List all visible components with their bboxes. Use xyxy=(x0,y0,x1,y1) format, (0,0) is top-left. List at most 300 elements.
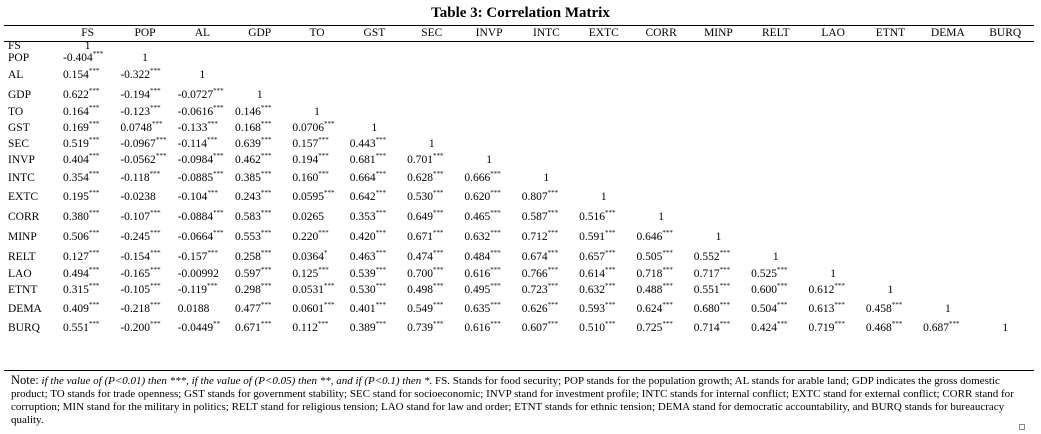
cell-value: -0.157 xyxy=(177,251,208,263)
correlation-cell xyxy=(403,267,460,280)
correlation-cell xyxy=(288,280,345,299)
column-header-al: AL xyxy=(194,27,211,39)
significance-stars: *** xyxy=(490,281,501,290)
correlation-cell xyxy=(460,247,517,267)
correlation-cell xyxy=(977,319,1035,336)
cell-value: 1 xyxy=(256,89,263,101)
cell-value: 1 xyxy=(600,191,607,203)
significance-stars: *** xyxy=(719,281,731,290)
correlation-cell xyxy=(690,227,747,247)
table-row xyxy=(4,136,1034,152)
cell-value: 0.671 xyxy=(235,321,261,334)
empty-cell xyxy=(632,187,689,207)
correlation-cell xyxy=(632,267,689,280)
correlation-cell xyxy=(231,104,288,120)
significance-stars: *** xyxy=(88,229,100,238)
significance-stars: *** xyxy=(260,265,272,274)
table-row xyxy=(4,64,1034,86)
cell-value: 1 xyxy=(1002,321,1009,334)
empty-cell xyxy=(346,64,403,86)
significance-stars: *** xyxy=(490,249,501,258)
cell-value: 0.680 xyxy=(693,303,720,315)
cell-value: -0.107 xyxy=(120,211,151,223)
correlation-cell xyxy=(346,267,403,280)
empty-cell xyxy=(804,120,861,136)
correlation-cell xyxy=(346,168,403,187)
empty-cell xyxy=(575,104,632,120)
column-header-fs: FS xyxy=(81,27,95,39)
cell-value: 0.714 xyxy=(693,321,720,334)
significance-stars: *** xyxy=(318,265,329,274)
table-row xyxy=(4,247,1034,267)
significance-stars: *** xyxy=(213,152,224,161)
cell-value: 0.463 xyxy=(349,251,376,263)
significance-stars: *** xyxy=(88,209,100,218)
cell-value: 0.0601 xyxy=(292,303,324,315)
row-label-pop: POP xyxy=(8,52,30,64)
significance-stars: *** xyxy=(375,209,387,218)
empty-cell xyxy=(747,40,804,52)
significance-stars: *** xyxy=(88,249,100,258)
empty-cell xyxy=(747,104,804,120)
cell-value: 0.674 xyxy=(521,251,548,263)
significance-stars: *** xyxy=(490,265,501,274)
cell-value: 1 xyxy=(715,231,722,243)
significance-stars: *** xyxy=(662,319,673,328)
cell-value: -0.245 xyxy=(120,231,151,243)
column-header-sec: SEC xyxy=(421,27,443,39)
correlation-cell xyxy=(288,227,345,247)
correlation-cell xyxy=(632,207,689,227)
table-row xyxy=(4,120,1034,136)
cell-value: 0.0706 xyxy=(292,122,324,134)
correlation-cell xyxy=(116,52,173,64)
column-header-pop: POP xyxy=(134,27,156,39)
significance-stars: *** xyxy=(432,301,444,310)
empty-cell xyxy=(919,247,976,267)
correlation-cell xyxy=(403,152,460,168)
empty-cell xyxy=(632,64,689,86)
empty-cell xyxy=(977,40,1035,52)
corner-marker xyxy=(1019,424,1025,430)
note-label: Note: xyxy=(11,373,39,387)
empty-cell xyxy=(747,86,804,104)
empty-cell xyxy=(862,267,919,280)
significance-stars: *** xyxy=(490,229,501,238)
cell-value: 0.626 xyxy=(521,303,548,315)
empty-cell xyxy=(346,86,403,104)
correlation-cell xyxy=(403,299,460,319)
row-label-relt: RELT xyxy=(8,251,36,263)
correlation-cell xyxy=(403,168,460,187)
correlation-cell xyxy=(116,299,173,319)
cell-value: 1 xyxy=(371,122,378,134)
empty-cell xyxy=(518,40,575,52)
significance-stars: *** xyxy=(432,319,444,328)
correlation-cell xyxy=(690,247,747,267)
cell-value: 0.505 xyxy=(636,251,663,263)
significance-stars: *** xyxy=(604,301,616,310)
correlation-cell xyxy=(59,227,116,247)
significance-stars: *** xyxy=(375,301,387,310)
correlation-cell xyxy=(288,187,345,207)
correlation-cell xyxy=(804,299,861,319)
cell-value: 0.474 xyxy=(407,251,433,263)
empty-cell xyxy=(804,52,861,64)
correlation-cell xyxy=(632,247,689,267)
table-row xyxy=(4,319,1034,336)
column-header-dema: DEMA xyxy=(930,27,965,39)
correlation-cell xyxy=(518,247,575,267)
correlation-cell xyxy=(403,136,460,152)
correlation-cell xyxy=(518,187,575,207)
correlation-cell xyxy=(288,168,345,187)
empty-cell xyxy=(977,247,1035,267)
correlation-cell xyxy=(59,40,116,52)
correlation-cell xyxy=(231,120,288,136)
significance-stars: *** xyxy=(490,209,501,218)
correlation-cell xyxy=(231,280,288,299)
cell-value: 0.622 xyxy=(63,89,89,101)
empty-cell xyxy=(460,136,517,152)
empty-cell xyxy=(804,168,861,187)
cell-value: 0.127 xyxy=(63,251,89,263)
cell-value: 0.614 xyxy=(579,267,605,280)
empty-cell xyxy=(977,104,1035,120)
table-row xyxy=(4,86,1034,104)
cell-value: -0.0238 xyxy=(120,191,156,203)
cell-value: 0.495 xyxy=(464,283,491,296)
significance-stars: *** xyxy=(150,281,161,290)
significance-stars: *** xyxy=(318,136,329,145)
correlation-cell xyxy=(174,280,231,299)
significance-stars: *** xyxy=(206,136,218,145)
significance-stars: *** xyxy=(324,281,335,290)
empty-cell xyxy=(690,136,747,152)
cell-value: 0.354 xyxy=(63,171,89,184)
significance-stars: *** xyxy=(150,87,161,96)
correlation-cell xyxy=(460,187,517,207)
correlation-cell xyxy=(231,319,288,336)
correlation-cell xyxy=(174,152,231,168)
cell-value: 0.607 xyxy=(521,321,548,334)
cell-value: -0.0449 xyxy=(177,321,214,334)
significance-stars: *** xyxy=(88,189,100,198)
correlation-cell xyxy=(518,227,575,247)
cell-value: -0.119 xyxy=(177,283,207,296)
empty-cell xyxy=(804,86,861,104)
correlation-cell xyxy=(518,319,575,336)
correlation-cell xyxy=(804,267,861,280)
correlation-cell xyxy=(116,168,173,187)
empty-cell xyxy=(919,136,976,152)
cell-value: -0.0885 xyxy=(177,171,214,184)
significance-stars: *** xyxy=(213,104,224,113)
significance-stars: *** xyxy=(88,104,100,113)
significance-stars: ** xyxy=(213,319,221,328)
empty-cell xyxy=(862,207,919,227)
empty-cell xyxy=(174,40,231,52)
empty-cell xyxy=(862,52,919,64)
correlation-cell xyxy=(747,267,804,280)
empty-cell xyxy=(690,120,747,136)
empty-cell xyxy=(919,207,976,227)
empty-cell xyxy=(977,64,1035,86)
significance-stars: *** xyxy=(719,265,731,274)
significance-stars: *** xyxy=(150,229,161,238)
column-header-gdp: GDP xyxy=(248,27,272,39)
column-header-extc: EXTC xyxy=(588,27,619,39)
significance-stars: *** xyxy=(92,50,104,59)
correlation-cell xyxy=(862,280,919,299)
cell-value: 0.298 xyxy=(235,283,261,296)
empty-cell xyxy=(747,136,804,152)
correlation-cell xyxy=(116,187,173,207)
correlation-cell xyxy=(575,227,632,247)
correlation-cell xyxy=(59,267,116,280)
correlation-cell xyxy=(747,299,804,319)
cell-value: 0.315 xyxy=(63,283,89,296)
empty-cell xyxy=(403,52,460,64)
row-label-gdp: GDP xyxy=(8,89,32,101)
correlation-cell xyxy=(518,280,575,299)
correlation-cell xyxy=(862,319,919,336)
significance-stars: *** xyxy=(547,229,559,238)
cell-value: 0.443 xyxy=(349,138,376,150)
cell-value: 0.0188 xyxy=(177,303,210,315)
table-row xyxy=(4,227,1034,247)
correlation-cell xyxy=(575,267,632,280)
correlation-cell xyxy=(116,64,173,86)
cell-value: 0.0265 xyxy=(292,211,324,223)
empty-cell xyxy=(460,104,517,120)
empty-cell xyxy=(460,40,517,52)
empty-cell xyxy=(632,152,689,168)
cell-value: 0.616 xyxy=(464,321,491,334)
cell-value: -0.123 xyxy=(120,106,151,118)
column-header-lao: LAO xyxy=(821,27,845,39)
correlation-cell xyxy=(460,207,517,227)
cell-value: -0.104 xyxy=(177,191,208,203)
significance-stars: *** xyxy=(490,189,501,198)
empty-cell xyxy=(977,227,1035,247)
significance-stars: *** xyxy=(490,319,501,328)
significance-stars: *** xyxy=(490,169,501,178)
empty-cell xyxy=(518,64,575,86)
empty-cell xyxy=(632,40,689,52)
cell-value: 0.530 xyxy=(407,191,433,203)
column-header-etnt: ETNT xyxy=(875,27,906,39)
empty-cell xyxy=(403,40,460,52)
empty-cell xyxy=(575,64,632,86)
significance-stars: *** xyxy=(213,87,224,96)
cell-value: -0.00992 xyxy=(177,267,219,280)
cell-value: 0.597 xyxy=(235,267,261,280)
row-label-sec: SEC xyxy=(8,138,30,150)
empty-cell xyxy=(575,120,632,136)
significance-stars: *** xyxy=(150,209,161,218)
empty-cell xyxy=(690,86,747,104)
empty-cell xyxy=(977,136,1035,152)
correlation-cell xyxy=(747,319,804,336)
correlation-cell xyxy=(460,152,517,168)
significance-stars: *** xyxy=(375,169,387,178)
cell-value: -0.118 xyxy=(120,171,150,184)
cell-value: -0.0616 xyxy=(177,106,214,118)
correlation-cell xyxy=(116,120,173,136)
cell-value: 0.157 xyxy=(292,138,319,150)
correlation-cell xyxy=(346,247,403,267)
cell-value: 0.646 xyxy=(636,231,663,243)
correlation-cell xyxy=(632,319,689,336)
correlation-cell xyxy=(59,319,116,336)
correlation-cell xyxy=(59,280,116,299)
correlation-cell xyxy=(690,267,747,280)
cell-value: -0.0884 xyxy=(177,211,214,223)
empty-cell xyxy=(862,86,919,104)
cell-value: 0.404 xyxy=(63,154,89,166)
cell-value: 0.657 xyxy=(579,251,605,263)
significance-stars: *** xyxy=(88,265,100,274)
correlation-cell xyxy=(690,280,747,299)
correlation-cell xyxy=(59,136,116,152)
header-row xyxy=(4,26,1034,40)
empty-cell xyxy=(632,168,689,187)
empty-cell xyxy=(919,120,976,136)
cell-value: 0.766 xyxy=(521,267,548,280)
cell-value: -0.0664 xyxy=(177,231,214,243)
significance-stars: *** xyxy=(604,265,616,274)
cell-value: 0.530 xyxy=(349,283,376,296)
row-label-gst: GST xyxy=(8,122,30,134)
empty-cell xyxy=(346,52,403,64)
significance-stars: *** xyxy=(88,87,100,96)
correlation-cell xyxy=(460,267,517,280)
correlation-cell xyxy=(346,136,403,152)
cell-value: 1 xyxy=(142,52,148,64)
empty-cell xyxy=(231,40,288,52)
correlation-cell xyxy=(919,319,976,336)
cell-value: 0.612 xyxy=(808,283,835,296)
empty-cell xyxy=(977,152,1035,168)
significance-stars: *** xyxy=(604,319,616,328)
empty-cell xyxy=(346,40,403,52)
empty-cell xyxy=(862,187,919,207)
significance-stars: *** xyxy=(604,229,616,238)
cell-value: 0.681 xyxy=(349,154,376,166)
correlation-cell xyxy=(116,207,173,227)
note-abbreviations: FS. Stands for food security; POP stands for the population growth; AL stands for arable land; GDP indicates the gross domestic product; TO stands for trade openness; GST stands for government stability; SEC stand for socioeconomic; INVP stand for investment profile; INTC stands for internal conflict; EXTC stand for external conflict; CORR stand for corruption; MIN stand for the military in politics; RELT stand for religious tension; LAO stand for law and order; ETNT stands for ethnic tension; DEMA stand for democratic accountability, and BURQ stands for bureaucracy quality. xyxy=(11,375,1014,426)
empty-cell xyxy=(977,267,1035,280)
correlation-cell xyxy=(288,247,345,267)
table-title: Table 3: Correlation Matrix xyxy=(431,5,610,21)
significance-stars: *** xyxy=(150,104,161,113)
cell-value: 0.725 xyxy=(636,321,663,334)
cell-value: 0.112 xyxy=(292,321,318,334)
cell-value: 0.243 xyxy=(235,191,261,203)
cell-value: 0.600 xyxy=(751,283,777,296)
cell-value: 0.468 xyxy=(865,321,892,334)
significance-stars: *** xyxy=(151,120,163,129)
significance-stars: * xyxy=(324,249,328,258)
cell-value: -0.322 xyxy=(120,69,151,81)
significance-stars: *** xyxy=(88,281,100,290)
empty-cell xyxy=(804,247,861,267)
correlation-cell xyxy=(862,299,919,319)
empty-cell xyxy=(862,64,919,86)
column-header-corr: CORR xyxy=(645,27,677,39)
empty-cell xyxy=(977,168,1035,187)
cell-value: 0.593 xyxy=(579,303,605,315)
cell-value: 0.389 xyxy=(349,321,376,334)
cell-value: 0.510 xyxy=(579,321,605,334)
cell-value: 0.465 xyxy=(464,211,491,223)
cell-value: 0.583 xyxy=(235,211,261,223)
correlation-cell xyxy=(231,86,288,104)
correlation-cell xyxy=(231,168,288,187)
correlation-cell xyxy=(690,299,747,319)
cell-value: 0.649 xyxy=(407,211,433,223)
significance-stars: *** xyxy=(150,67,161,76)
empty-cell xyxy=(346,104,403,120)
cell-value: 0.671 xyxy=(407,231,433,243)
significance-stars: *** xyxy=(375,152,387,161)
empty-cell xyxy=(518,120,575,136)
significance-stars: *** xyxy=(834,281,845,290)
correlation-cell xyxy=(804,280,861,299)
correlation-cell xyxy=(403,247,460,267)
correlation-cell xyxy=(116,152,173,168)
cell-value: 0.525 xyxy=(751,267,777,280)
empty-cell xyxy=(747,227,804,247)
significance-stars: *** xyxy=(662,249,673,258)
empty-cell xyxy=(518,86,575,104)
cell-value: -0.154 xyxy=(120,251,151,263)
significance-stars: *** xyxy=(432,169,444,178)
table-row xyxy=(4,104,1034,120)
empty-cell xyxy=(288,40,345,52)
significance-stars: *** xyxy=(260,209,272,218)
significance-stars: *** xyxy=(547,189,559,198)
empty-cell xyxy=(977,299,1035,319)
correlation-cell xyxy=(174,168,231,187)
correlation-cell xyxy=(575,207,632,227)
correlation-cell xyxy=(59,168,116,187)
cell-value: 0.380 xyxy=(63,211,89,223)
correlation-cell xyxy=(174,187,231,207)
correlation-cell xyxy=(518,168,575,187)
empty-cell xyxy=(919,187,976,207)
cell-value: 0.353 xyxy=(349,211,376,223)
significance-stars: *** xyxy=(260,229,272,238)
significance-stars: *** xyxy=(490,301,501,310)
significance-stars: *** xyxy=(777,281,788,290)
row-label-burq: BURQ xyxy=(8,321,40,334)
significance-stars: *** xyxy=(891,319,903,328)
significance-stars: *** xyxy=(547,209,559,218)
empty-cell xyxy=(747,152,804,168)
cell-value: -0.165 xyxy=(120,267,151,280)
correlation-cell xyxy=(231,247,288,267)
correlation-cell xyxy=(116,319,173,336)
cell-value: 1 xyxy=(887,283,894,296)
significance-stars: *** xyxy=(88,152,100,161)
significance-stars: *** xyxy=(547,301,559,310)
correlation-cell xyxy=(59,86,116,104)
empty-cell xyxy=(690,40,747,52)
correlation-cell xyxy=(174,319,231,336)
cell-value: 0.258 xyxy=(235,251,261,263)
